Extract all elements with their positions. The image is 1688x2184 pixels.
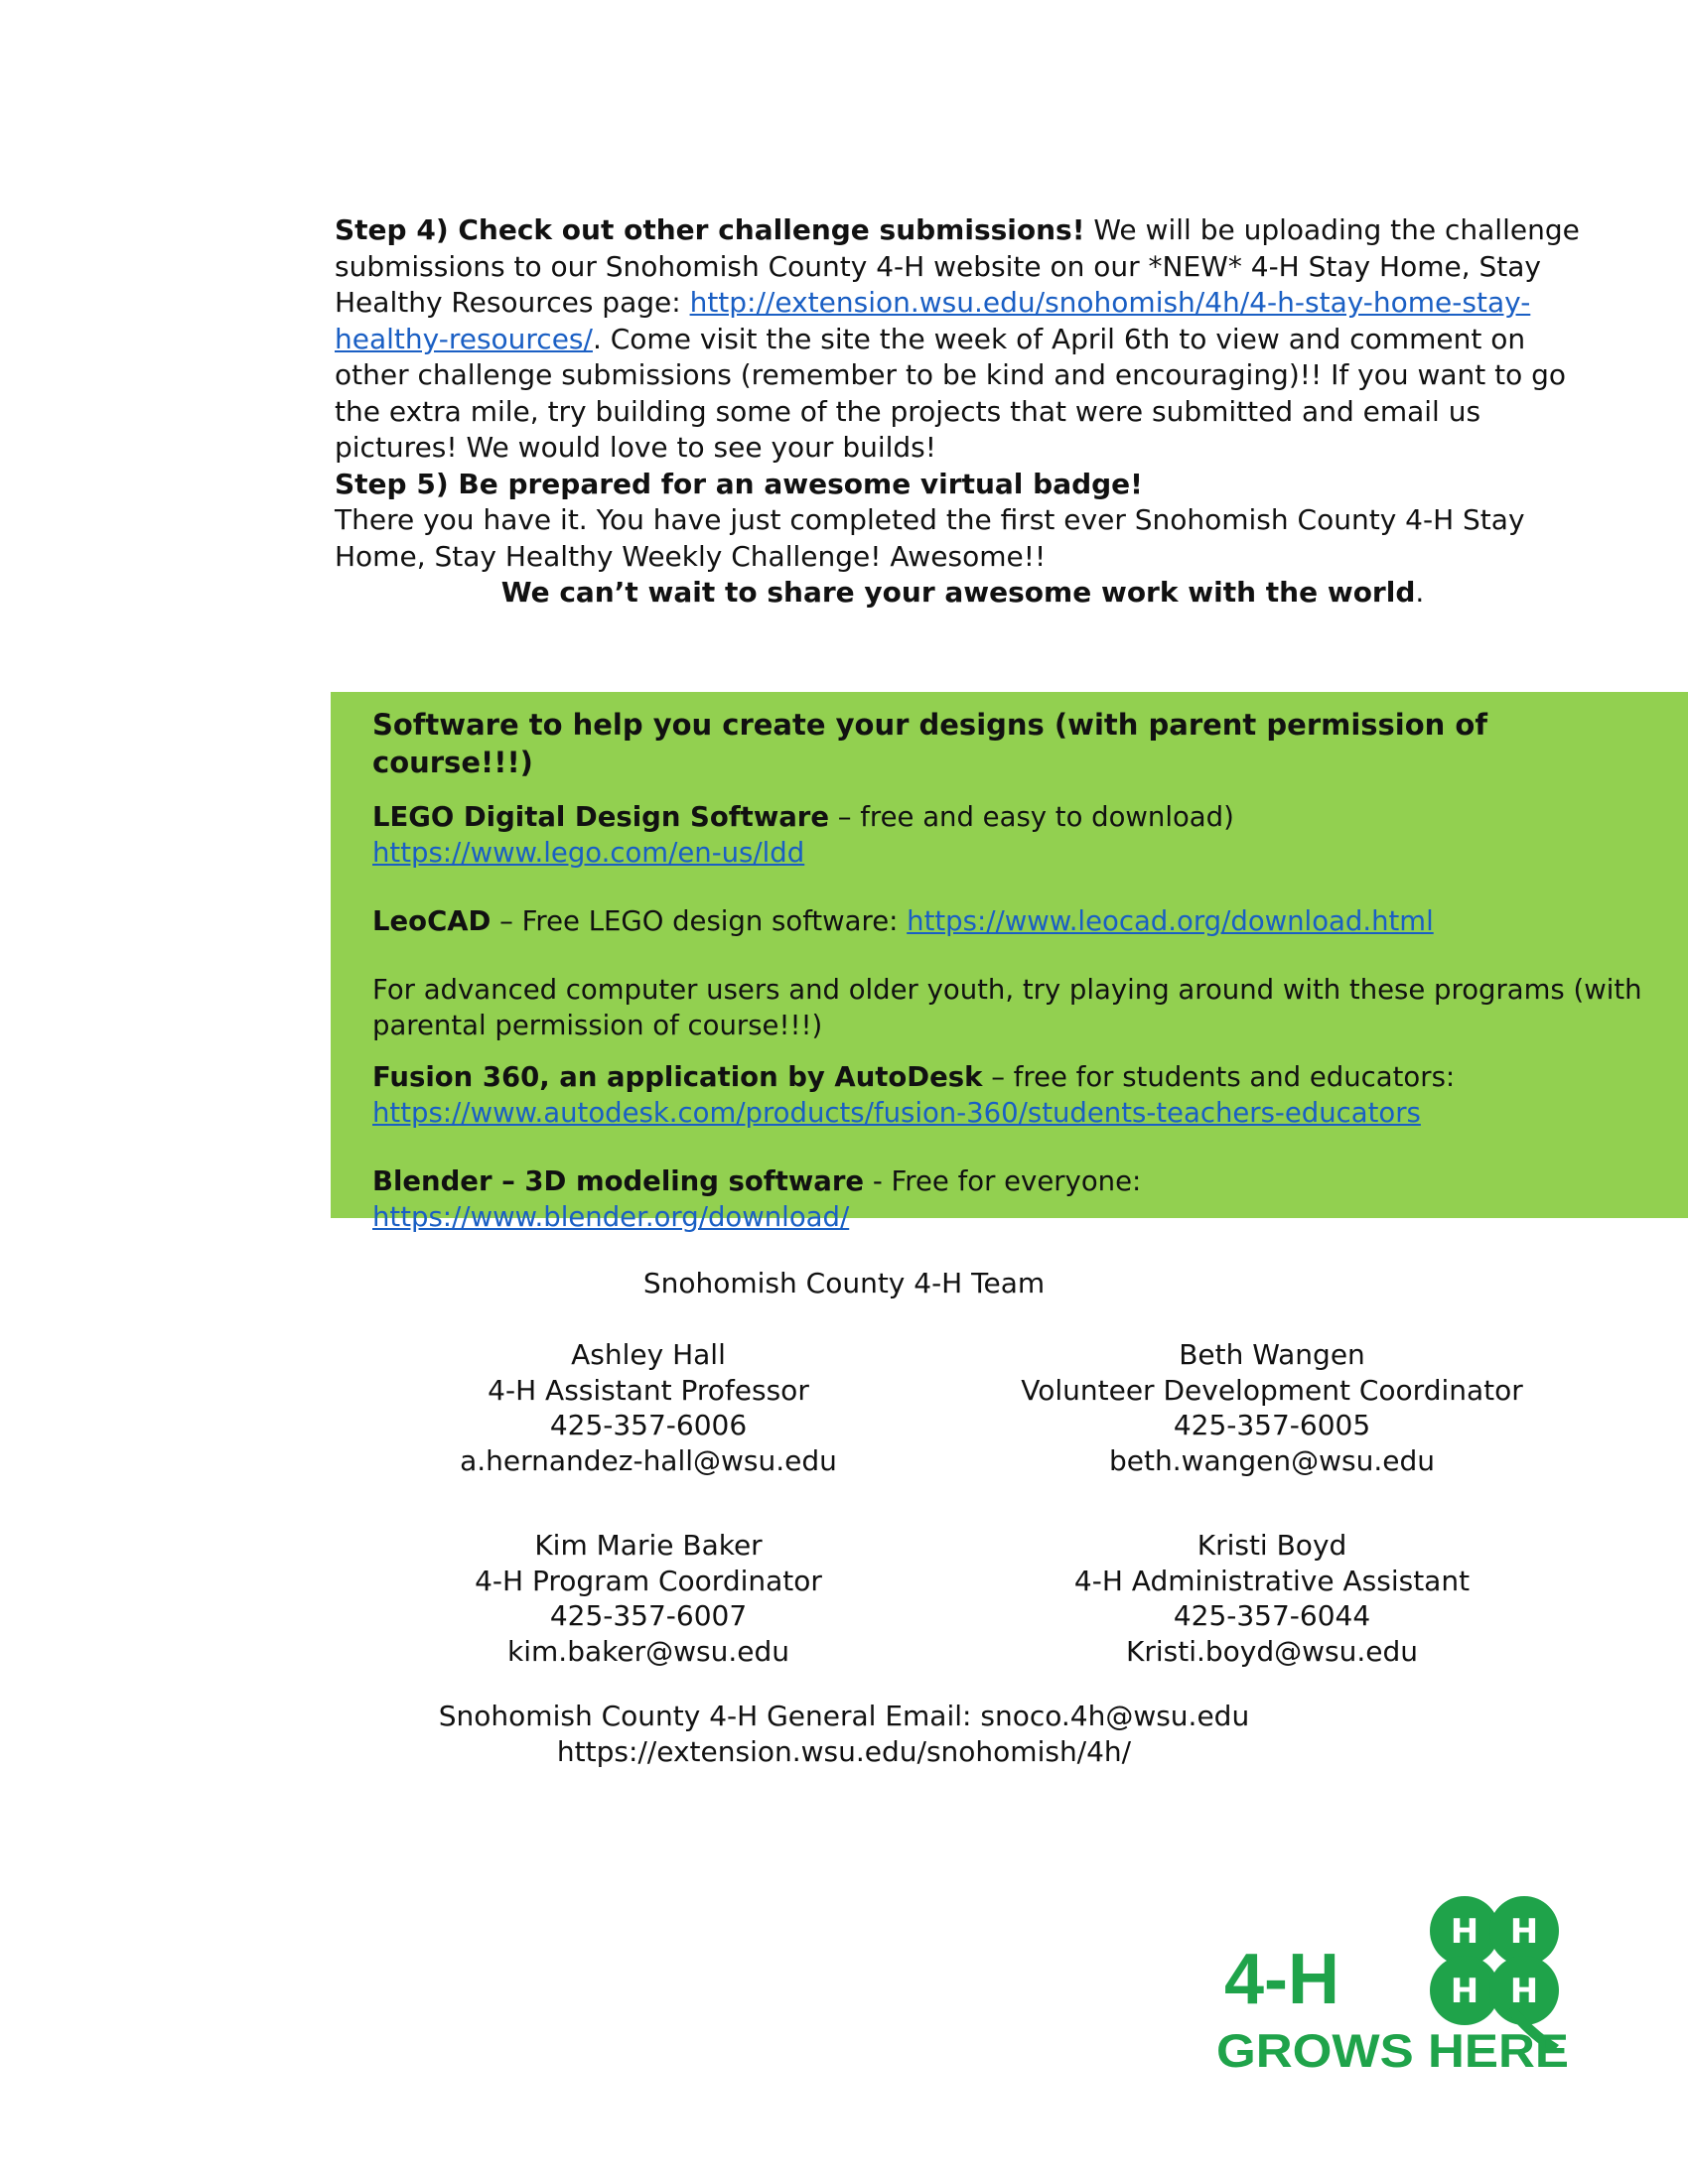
member-phone: 425-357-6007 — [549, 1599, 748, 1632]
leocad-name: LeoCAD — [372, 905, 492, 937]
member-email: Kristi.boyd@wsu.edu — [1125, 1634, 1419, 1668]
blender-name: Blender – 3D modeling software — [372, 1165, 865, 1197]
team-member — [370, 1528, 926, 1669]
step-5-heading: Step 5) Be prepared for an awesome virtual badge! — [335, 467, 1143, 500]
step-4 — [335, 212, 1591, 467]
closing-line — [335, 575, 1591, 612]
closing-period: . — [1415, 576, 1425, 609]
lego-link[interactable]: https://www.lego.com/en-us/ldd — [372, 837, 805, 869]
lego-desc: – free and easy to download) — [829, 801, 1234, 833]
logo-4h-text: 4-H — [1224, 1940, 1340, 2019]
blender-link[interactable]: https://www.blender.org/download/ — [372, 1201, 850, 1233]
step-4-text-b: . Come visit the site the week of April 6th to view and comment on other challenge submissions (remember to be kind and encouraging)!! If you want to go the extra mile, try building some of the projects that were submitted and email us pictures! We would love to see your builds! — [335, 322, 1567, 464]
leocad-link[interactable]: https://www.leocad.org/download.html — [907, 905, 1434, 937]
software-blender — [372, 1163, 1653, 1235]
member-email: beth.wangen@wsu.edu — [1108, 1443, 1436, 1477]
member-role: Volunteer Development Coordinator — [1021, 1373, 1523, 1407]
member-name: Kim Marie Baker — [534, 1529, 763, 1562]
software-fusion — [372, 1059, 1653, 1131]
fusion-name: Fusion 360, an application by AutoDesk — [372, 1061, 983, 1093]
member-phone: 425-357-6005 — [1173, 1409, 1371, 1441]
software-leocad — [372, 903, 1653, 939]
website-url: https://extension.wsu.edu/snohomish/4h/ — [556, 1734, 1132, 1768]
general-contact — [0, 1699, 1688, 1769]
team-title: Snohomish County 4-H Team — [642, 1267, 1046, 1299]
software-box — [331, 692, 1688, 1233]
step-4-text-a: We will be uploading the challenge submissions to our Snohomish County 4-H website on our *NEW* 4-H Stay Home, Stay Healthy Resources page: — [335, 213, 1580, 319]
clover-h-letter: H — [1450, 1972, 1479, 2011]
advanced-text: For advanced computer users and older youth, try playing around with these programs (with parental permission of course!!!) — [372, 974, 1642, 1041]
blender-desc: - Free for everyone: — [864, 1165, 1142, 1197]
software-heading: Software to help you create your designs (with parent permission of course!!!) — [372, 708, 1487, 779]
clover-h-letter: H — [1450, 1912, 1479, 1952]
member-role: 4-H Administrative Assistant — [1073, 1564, 1471, 1597]
software-lego — [372, 799, 1653, 871]
step-4-heading: Step 4) Check out other challenge submissions! — [335, 213, 1085, 246]
leocad-desc: – Free LEGO design software: — [491, 905, 908, 937]
fusion-desc: – free for students and educators: — [982, 1061, 1456, 1093]
member-role: 4-H Program Coordinator — [475, 1564, 822, 1597]
software-content — [372, 706, 1653, 1268]
team-member — [994, 1337, 1550, 1478]
fusion-link[interactable]: https://www.autodesk.com/products/fusion-360/students-teachers-educators — [372, 1097, 1421, 1129]
member-email: a.hernandez-hall@wsu.edu — [460, 1443, 837, 1477]
closing-text: We can’t wait to share your awesome work with the world — [500, 576, 1416, 609]
step-5-text: There you have it. You have just completed the first ever Snohomish County 4-H Stay Home, Stay Healthy Weekly Challenge! Awesome!! — [335, 503, 1525, 573]
lego-name: LEGO Digital Design Software — [372, 801, 829, 833]
member-email: kim.baker@wsu.edu — [507, 1634, 789, 1668]
member-name: Beth Wangen — [1179, 1338, 1365, 1371]
team-member — [370, 1337, 926, 1478]
member-name: Kristi Boyd — [1196, 1529, 1347, 1562]
team-member — [994, 1528, 1550, 1669]
general-email: Snohomish County 4-H General Email: snoco.4h@wsu.edu — [438, 1700, 1250, 1732]
stay-home-resources-link[interactable]: http://extension.wsu.edu/snohomish/4h/4-h-stay-home-stay-healthy-resources/ — [335, 286, 1531, 355]
clover-h-letter: H — [1509, 1972, 1539, 2011]
challenge-steps — [335, 212, 1591, 612]
member-phone: 425-357-6006 — [549, 1409, 748, 1441]
member-role: 4-H Assistant Professor — [488, 1373, 809, 1407]
member-phone: 425-357-6044 — [1173, 1599, 1371, 1632]
member-name: Ashley Hall — [571, 1338, 726, 1371]
clover-h-letter: H — [1509, 1912, 1539, 1952]
4h-grows-here-logo — [1216, 1856, 1584, 2075]
logo-tagline: GROWS HERE — [1216, 2024, 1569, 2075]
